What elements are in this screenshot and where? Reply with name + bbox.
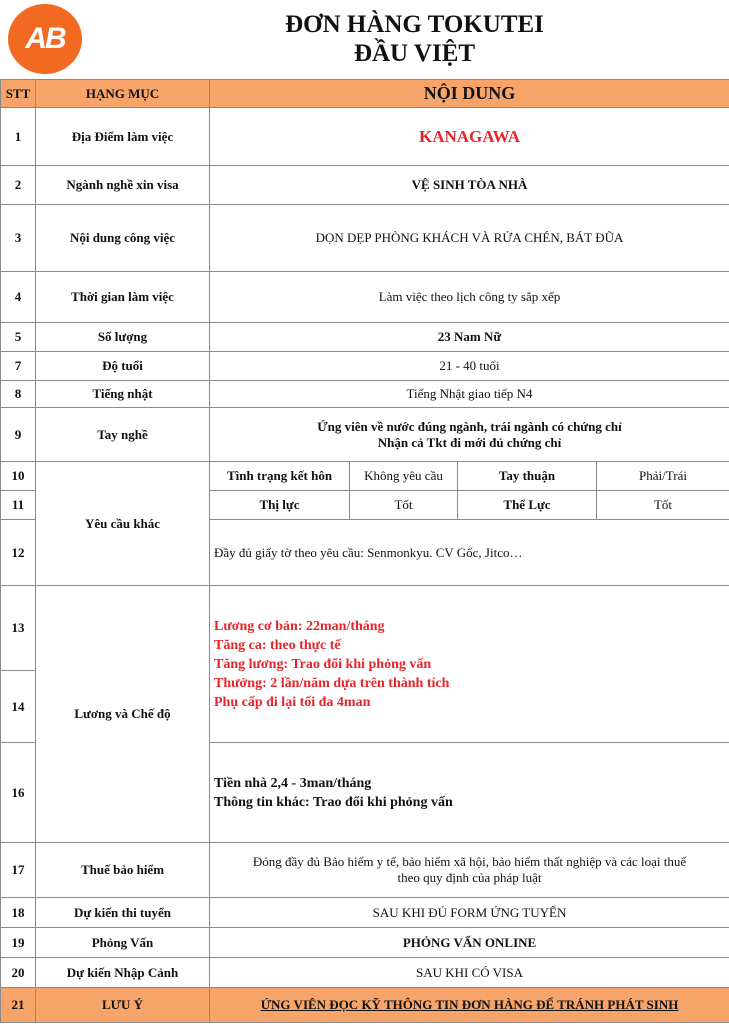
- row-stt: 7: [1, 352, 36, 381]
- row-label: Tiếng nhật: [36, 381, 210, 408]
- row-stt: 9: [1, 408, 36, 462]
- skill-line-1: Ứng viên về nước đúng ngành, trái ngành có chứng chỉ: [317, 418, 622, 434]
- table-row: [1, 586, 729, 671]
- entry-value: SAU KHI CÓ VISA: [210, 958, 729, 988]
- row-label: Độ tuổi: [36, 352, 210, 381]
- row-stt: 11: [1, 491, 36, 520]
- japanese-value: Tiếng Nhật giao tiếp N4: [210, 381, 729, 408]
- table-row: [1, 381, 729, 408]
- row-stt: 5: [1, 323, 36, 352]
- job-content-value: DỌN DẸP PHÒNG KHÁCH VÀ RỬA CHÉN, BÁT ĐŨA: [210, 205, 729, 272]
- table-row: [1, 958, 729, 988]
- table-row: [1, 988, 729, 1023]
- job-order-table: [0, 79, 729, 1023]
- table-row: [1, 166, 729, 205]
- row-label: Phỏng Vấn: [36, 928, 210, 958]
- table-header-row: [1, 80, 729, 108]
- fitness-value: Tốt: [597, 491, 729, 520]
- row-stt: 20: [1, 958, 36, 988]
- table-row: [1, 898, 729, 928]
- row-label: Ngành nghề xin visa: [36, 166, 210, 205]
- row-stt: 3: [1, 205, 36, 272]
- row-stt: 2: [1, 166, 36, 205]
- skill-line-2: Nhận cả Tkt đi mới đủ chứng chỉ: [377, 434, 562, 450]
- salary-line: Tăng lương: Trao đổi khi phỏng vấn: [214, 656, 432, 672]
- row-label: Dự kiến thi tuyển: [36, 898, 210, 928]
- salary-line: Lương cơ bản: 22man/tháng: [214, 618, 385, 634]
- table-row: [1, 408, 729, 462]
- salary-line: Thưởng: 2 lần/năm dựa trên thành tích: [214, 675, 450, 691]
- row-label: Dự kiến Nhập Cảnh: [36, 958, 210, 988]
- row-stt: 19: [1, 928, 36, 958]
- table-row: [1, 843, 729, 898]
- row-label: Số lượng: [36, 323, 210, 352]
- other-requirements-label: Yêu cầu khác: [36, 462, 210, 586]
- table-row: [1, 205, 729, 272]
- row-stt: 8: [1, 381, 36, 408]
- header-content: NỘI DUNG: [210, 80, 729, 108]
- table-row: [1, 108, 729, 166]
- interview-value: PHỎNG VẤN ONLINE: [210, 928, 729, 958]
- row-label: Thời gian làm việc: [36, 272, 210, 323]
- table-row: [1, 928, 729, 958]
- row-label: Nội dung công việc: [36, 205, 210, 272]
- title-line-2: ĐẦU VIỆT: [353, 40, 476, 67]
- row-stt: 12: [1, 520, 36, 586]
- row-stt: 18: [1, 898, 36, 928]
- working-time-value: Làm việc theo lịch công ty sắp xếp: [210, 272, 729, 323]
- marital-label: Tình trạng kết hôn: [210, 462, 350, 491]
- insurance-line-2: theo quy định của pháp luật: [397, 870, 542, 885]
- housing-line: Tiền nhà 2,4 - 3man/tháng: [214, 775, 372, 791]
- marital-value: Không yêu cầu: [350, 462, 458, 491]
- row-label: Thuế bảo hiểm: [36, 843, 210, 898]
- exam-value: SAU KHI ĐỦ FORM ỨNG TUYỂN: [210, 898, 729, 928]
- vision-value: Tốt: [350, 491, 458, 520]
- salary-benefits: [210, 586, 729, 743]
- table-row: [1, 272, 729, 323]
- company-logo: [8, 4, 82, 74]
- hand-value: Phải/Trái: [597, 462, 729, 491]
- row-stt: 17: [1, 843, 36, 898]
- title-line-1: ĐƠN HÀNG TOKUTEI: [285, 11, 544, 38]
- housing-info: [210, 743, 729, 843]
- hand-label: Tay thuận: [458, 462, 597, 491]
- row-stt: 4: [1, 272, 36, 323]
- salary-label: Lương và Chế độ: [36, 586, 210, 843]
- row-stt: 10: [1, 462, 36, 491]
- table-row: [1, 462, 729, 491]
- documents-value: Đầy đủ giấy tờ theo yêu cầu: Senmonkyu. CV Gốc, Jitco…: [210, 520, 729, 586]
- table-row: [1, 323, 729, 352]
- row-label: Địa Điểm làm việc: [36, 108, 210, 166]
- skill-value: [210, 408, 729, 462]
- logo-text: AB: [25, 22, 65, 55]
- other-info-line: Thông tin khác: Trao đổi khi phỏng vấn: [214, 794, 453, 810]
- table-row: [1, 352, 729, 381]
- salary-line: Tăng ca: theo thực tế: [214, 637, 341, 653]
- row-stt: 21: [1, 988, 36, 1023]
- insurance-value: [210, 843, 729, 898]
- vision-label: Thị lực: [210, 491, 350, 520]
- header-stt: STT: [1, 80, 36, 108]
- row-stt: 1: [1, 108, 36, 166]
- note-value: ỨNG VIÊN ĐỌC KỸ THÔNG TIN ĐƠN HÀNG ĐỂ TRÁNH PHÁT SINH: [210, 988, 729, 1023]
- insurance-line-1: Đóng đầy đủ Bảo hiểm y tế, bảo hiểm xã hội, bảo hiểm thất nghiệp và các loại thuế: [252, 854, 687, 869]
- age-value: 21 - 40 tuổi: [210, 352, 729, 381]
- row-stt: 13: [1, 586, 36, 671]
- row-label: Tay nghề: [36, 408, 210, 462]
- row-label: LƯU Ý: [36, 988, 210, 1023]
- quantity-value: 23 Nam Nữ: [210, 323, 729, 352]
- work-location-value: KANAGAWA: [210, 108, 729, 166]
- fitness-label: Thể Lực: [458, 491, 597, 520]
- page-title: [100, 10, 729, 68]
- row-stt: 14: [1, 671, 36, 743]
- salary-line: Phụ cấp đi lại tối đa 4man: [214, 694, 371, 710]
- header-category: HẠNG MỤC: [36, 80, 210, 108]
- visa-industry-value: VỆ SINH TÒA NHÀ: [210, 166, 729, 205]
- row-stt: 16: [1, 743, 36, 843]
